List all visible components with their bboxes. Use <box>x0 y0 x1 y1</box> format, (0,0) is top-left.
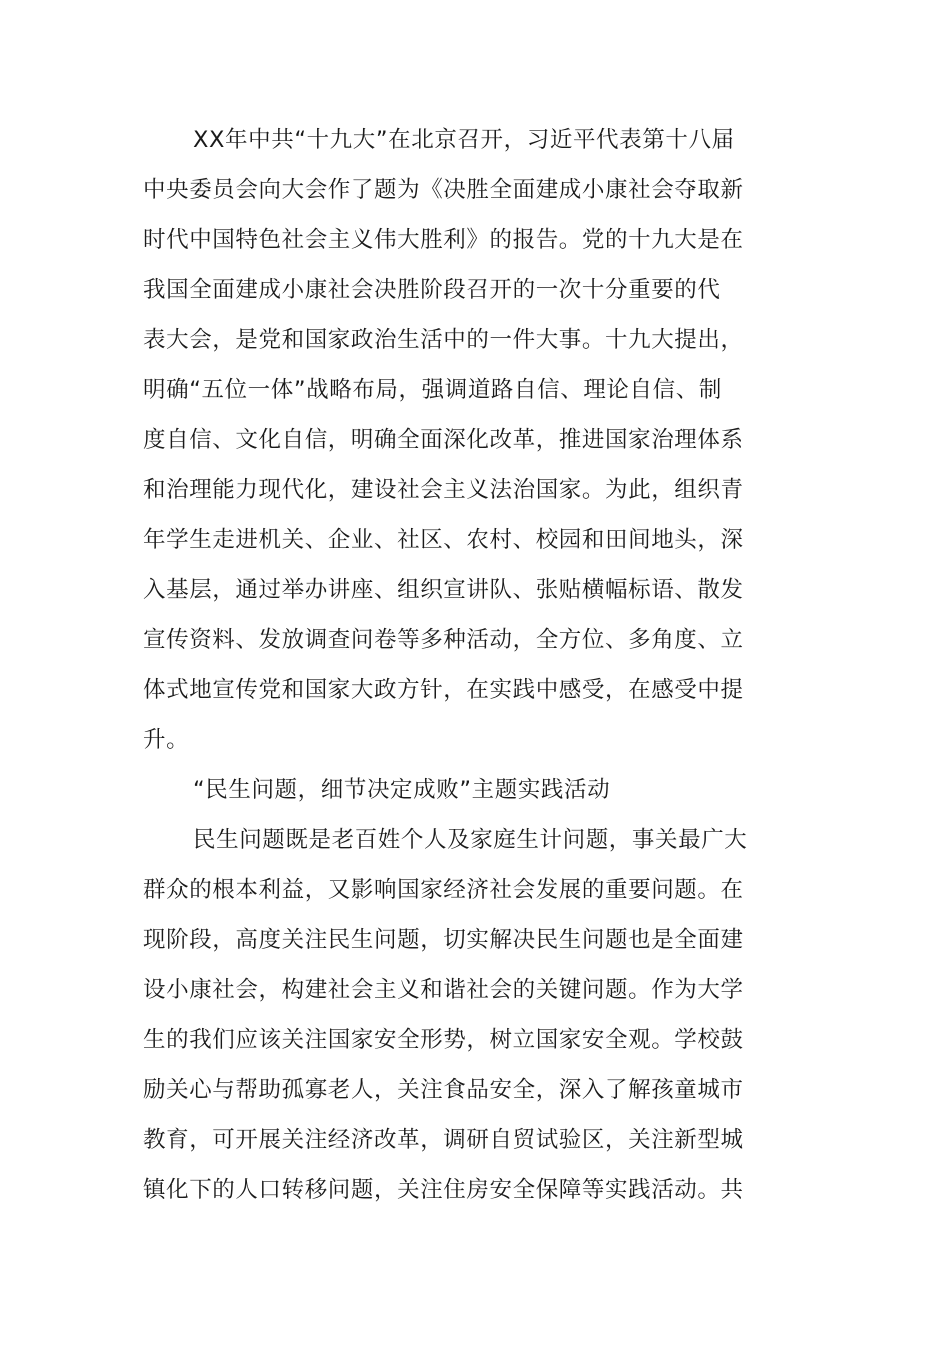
paragraph-1-line-9: 年学生走进机关、企业、社区、农村、校园和田间地头，深 <box>143 527 744 553</box>
paragraph-2-line-4: 设小康社会，构建社会主义和谐社会的关键问题。作为大学 <box>143 977 744 1003</box>
paragraph-2-line-3: 现阶段，高度关注民生问题，切实解决民生问题也是全面建 <box>143 927 744 953</box>
paragraph-1-line-10: 入基层，通过举办讲座、组织宣讲队、张贴横幅标语、散发 <box>143 577 744 603</box>
paragraph-1-line-8: 和治理能力现代化，建设社会主义法治国家。为此，组织青 <box>143 477 744 503</box>
paragraph-2-line-7: 教育，可开展关注经济改革，调研自贸试验区，关注新型城 <box>143 1127 744 1153</box>
paragraph-2-line-2: 群众的根本利益，又影响国家经济社会发展的重要问题。在 <box>143 877 744 903</box>
paragraph-1-line-1: XX年中共“十九大”在北京召开，习近平代表第十八届 <box>193 127 735 153</box>
paragraph-1-line-4: 我国全面建成小康社会决胜阶段召开的一次十分重要的代 <box>143 277 721 303</box>
paragraph-1-line-2: 中央委员会向大会作了题为《决胜全面建成小康社会夺取新 <box>143 177 744 203</box>
paragraph-1-line-12: 体式地宣传党和国家大政方针，在实践中感受，在感受中提 <box>143 677 744 703</box>
paragraph-1-line-7: 度自信、文化自信，明确全面深化改革，推进国家治理体系 <box>143 427 744 453</box>
section-heading: “民生问题，细节决定成败”主题实践活动 <box>193 777 611 803</box>
paragraph-2-line-8: 镇化下的人口转移问题，关注住房安全保障等实践活动。共 <box>143 1177 744 1203</box>
paragraph-1-line-3: 时代中国特色社会主义伟大胜利》的报告。党的十九大是在 <box>143 227 744 253</box>
paragraph-2-line-1: 民生问题既是老百姓个人及家庭生计问题，事关最广大 <box>193 827 748 853</box>
paragraph-2-line-5: 生的我们应该关注国家安全形势，树立国家安全观。学校鼓 <box>143 1027 744 1053</box>
paragraph-1-line-11: 宣传资料、发放调查问卷等多种活动，全方位、多角度、立 <box>143 627 744 653</box>
paragraph-1-line-6: 明确“五位一体”战略布局，强调道路自信、理论自信、制 <box>143 377 722 403</box>
paragraph-2-line-6: 励关心与帮助孤寡老人，关注食品安全，深入了解孩童城市 <box>143 1077 744 1103</box>
paragraph-1-line-5: 表大会，是党和国家政治生活中的一件大事。十九大提出， <box>143 327 744 353</box>
paragraph-1-line-13: 升。 <box>143 727 190 753</box>
